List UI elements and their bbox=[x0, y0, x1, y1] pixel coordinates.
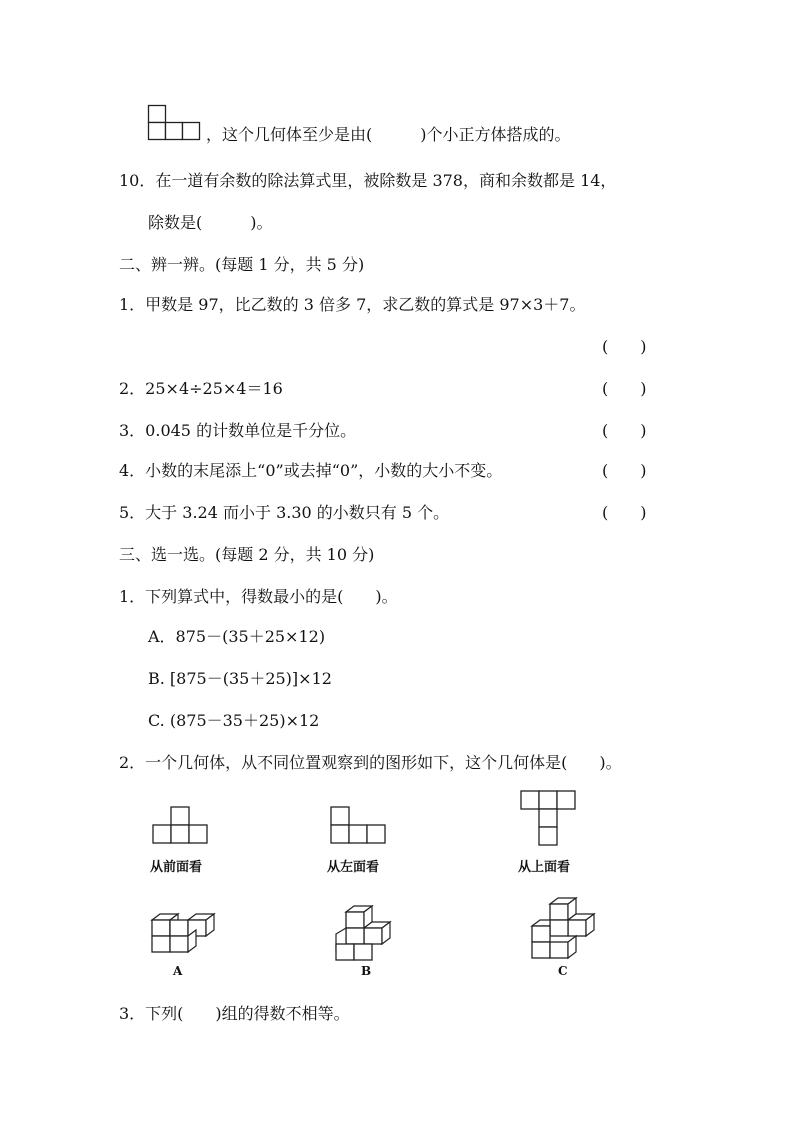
choice-question-3: 3．下列( )组的得数不相等。 bbox=[119, 1004, 350, 1023]
judge-item-4: 4．小数的末尾添上“0”或去掉“0”，小数的大小不变。 bbox=[119, 461, 503, 480]
judge-answer-blank-4[interactable]: ( ) bbox=[602, 461, 647, 480]
solid-c-figure bbox=[530, 896, 602, 964]
judge-item-1: 1．甲数是 97，比乙数的 3 倍多 7，求乙数的算式是 97×3＋7。 bbox=[119, 295, 586, 314]
top-view-figure bbox=[520, 790, 580, 850]
solid-a-figure bbox=[150, 908, 220, 964]
question-10-line-2: 除数是( )。 bbox=[148, 213, 273, 232]
solid-a-label: A bbox=[173, 964, 183, 978]
front-view-caption: 从前面看 bbox=[150, 860, 203, 875]
judge-answer-blank-3[interactable]: ( ) bbox=[602, 421, 647, 440]
solid-b-label: B bbox=[361, 964, 372, 978]
choice-option-a: A．875－(35＋25×12) bbox=[148, 627, 326, 646]
top-view-caption: 从上面看 bbox=[518, 860, 571, 875]
judge-answer-blank-1[interactable]: ( ) bbox=[602, 337, 647, 356]
choice-question-2: 2．一个几何体，从不同位置观察到的图形如下，这个几何体是( )。 bbox=[119, 753, 622, 772]
section-3-title: 三、选一选。(每题 2 分，共 10 分) bbox=[119, 545, 375, 564]
question-9-text: ，这个几何体至少是由( )个小正方体搭成的。 bbox=[206, 125, 571, 144]
judge-item-2: 2．25×4÷25×4＝16 bbox=[119, 379, 283, 398]
choice-option-b: B. [875－(35＋25)]×12 bbox=[148, 669, 332, 688]
solid-b-figure bbox=[334, 902, 406, 964]
left-view-caption: 从左面看 bbox=[327, 860, 380, 875]
choice-question-1: 1．下列算式中，得数最小的是( )。 bbox=[119, 587, 398, 606]
question-10-line-1: 10．在一道有余数的除法算式里，被除数是 378，商和余数都是 14， bbox=[119, 171, 617, 190]
front-view-figure bbox=[152, 806, 210, 846]
judge-answer-blank-5[interactable]: ( ) bbox=[602, 503, 647, 522]
solid-c-label: C bbox=[558, 964, 568, 978]
left-view-figure bbox=[330, 806, 388, 846]
cube-net-icon bbox=[148, 105, 208, 145]
judge-answer-blank-2[interactable]: ( ) bbox=[602, 379, 647, 398]
section-2-title: 二、辨一辨。(每题 1 分，共 5 分) bbox=[119, 255, 365, 274]
choice-option-c: C. (875－35＋25)×12 bbox=[148, 711, 320, 730]
judge-item-5: 5．大于 3.24 而小于 3.30 的小数只有 5 个。 bbox=[119, 503, 450, 522]
judge-item-3: 3．0.045 的计数单位是千分位。 bbox=[119, 421, 357, 440]
